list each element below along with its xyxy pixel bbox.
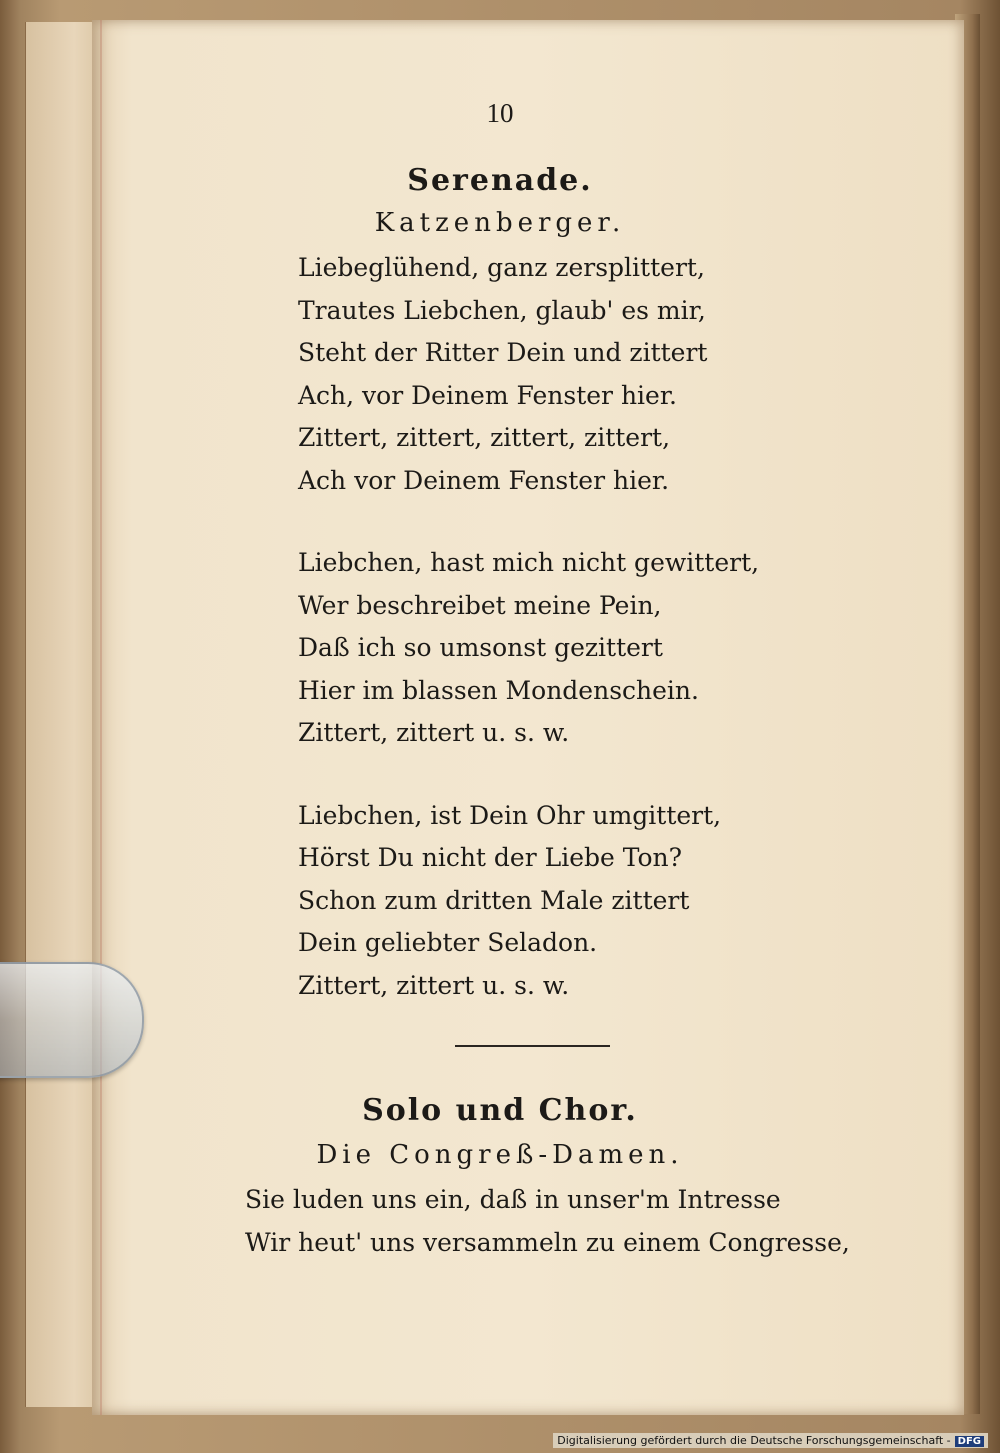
verse-line: Dein geliebter Seladon. [298, 928, 598, 957]
page-number: 10 [486, 98, 514, 128]
verse-line: Sie luden uns ein, daß in unser'm Intresse [245, 1185, 781, 1214]
verse-line: Hier im blassen Mondenschein. [298, 675, 699, 705]
verse-line: Ach vor Deinem Fenster hier. [298, 465, 670, 495]
digitization-credit [553, 1433, 988, 1448]
section-title-solo-und-chor: Solo und Chor. [362, 1093, 638, 1128]
verse-line: Schon zum dritten Male zittert [298, 885, 690, 915]
verse-line: Hörst Du nicht der Liebe Ton? [298, 843, 683, 872]
verse-line: Zittert, zittert u. s. w. [298, 970, 570, 1000]
verse-line: Ach, vor Deinem Fenster hier. [298, 380, 677, 410]
verse-line: Wir heut' uns versammeln zu einem Congresse, [245, 1227, 850, 1257]
section-title-serenade: Serenade. [407, 163, 593, 198]
dfg-logo-icon: DFG [955, 1436, 984, 1447]
poem-serenade [298, 247, 759, 1007]
verse-line: Steht der Ritter Dein und zittert [298, 338, 708, 367]
credit-text: Digitalisierung gefördert durch die Deutsche Forschungsgemeinschaft - [557, 1434, 951, 1447]
page-clip [0, 962, 144, 1078]
verse-line: Zittert, zittert, zittert, zittert, [298, 423, 671, 452]
speaker-congress-damen: Die Congreß-Damen. [316, 1140, 684, 1170]
verse-line: Liebeglühend, ganz zersplittert, [298, 253, 705, 282]
poem-solo-und-chor [245, 1179, 850, 1264]
verse-line: Zittert, zittert u. s. w. [298, 718, 570, 747]
verse-line: Liebchen, ist Dein Ohr umgittert, [298, 800, 722, 830]
speaker-katzenberger: Katzenberger. [374, 208, 626, 238]
verse-line: Trautes Liebchen, glaub' es mir, [298, 295, 706, 325]
verse-line: Liebchen, hast mich nicht gewittert, [298, 548, 760, 577]
section-divider [455, 1045, 610, 1047]
verse-line: Daß ich so umsonst gezittert [298, 633, 663, 662]
verse-line: Wer beschreibet meine Pein, [298, 590, 662, 620]
